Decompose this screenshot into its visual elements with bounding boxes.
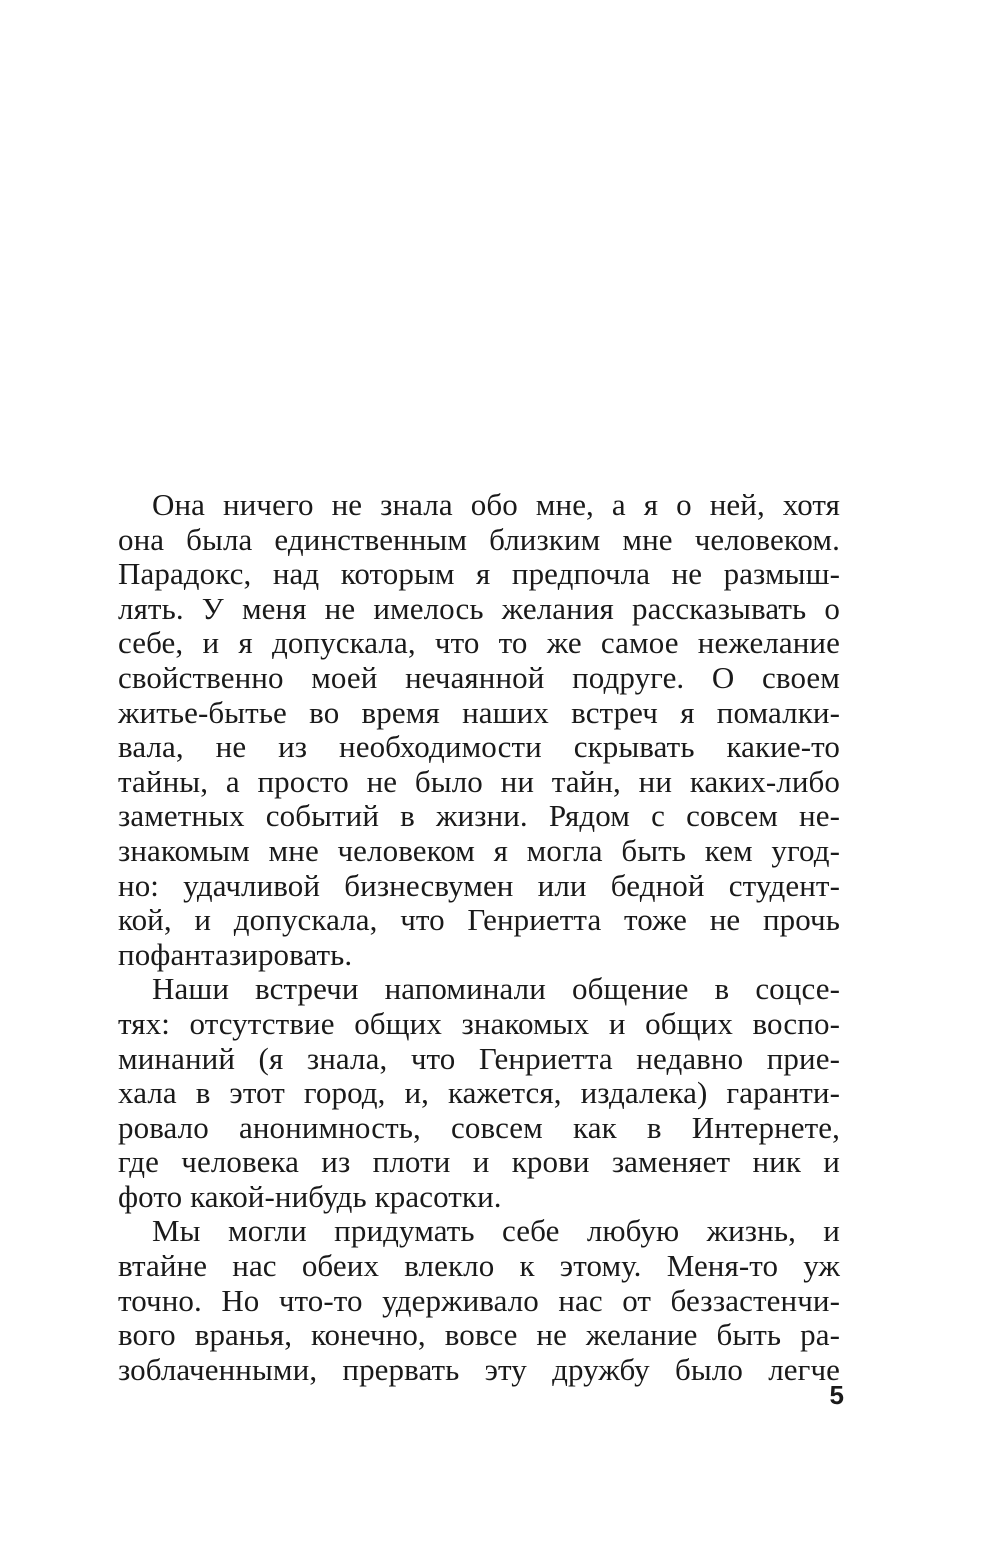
text-line: Парадокс, над которым я предпочла не размыш- bbox=[118, 556, 840, 592]
text-line: тайны, а просто не было ни тайн, ни каких-либо bbox=[118, 763, 840, 799]
text-line: себе, и я допускала, что то же самое нежелание bbox=[118, 625, 840, 661]
text-line: хала в этот город, и, кажется, издалека) гаранти- bbox=[118, 1075, 840, 1111]
text-line: пофантазировать. bbox=[118, 936, 353, 972]
paragraph-1 bbox=[118, 488, 840, 972]
paragraph-2 bbox=[118, 972, 840, 1214]
text-line: лять. У меня не имелось желания рассказывать о bbox=[118, 590, 840, 626]
text-line: вала, не из необходимости скрывать какие-то bbox=[118, 729, 840, 765]
text-line: минаний (я знала, что Генриетта недавно прие- bbox=[118, 1040, 840, 1076]
text-line: точно. Но что-то удерживало нас от беззастенчи- bbox=[118, 1282, 840, 1318]
text-line: заметных событий в жизни. Рядом с совсем не- bbox=[118, 798, 840, 834]
text-line: знакомым мне человеком я могла быть кем угод- bbox=[118, 832, 840, 868]
text-line: Наши встречи напоминали общение в соцсе- bbox=[152, 971, 840, 1007]
text-line: втайне нас обеих влекло к этому. Меня-то уж bbox=[118, 1248, 840, 1284]
text-line: но: удачливой бизнесвумен или бедной студент- bbox=[118, 867, 840, 903]
text-line: вого вранья, конечно, вовсе не желание быть ра- bbox=[118, 1317, 840, 1353]
text-line: свойственно моей нечаянной подруге. О своем bbox=[118, 659, 840, 695]
text-line: Она ничего не знала обо мне, а я о ней, хотя bbox=[152, 487, 840, 522]
text-line: она была единственным близким мне человеком. bbox=[118, 521, 840, 557]
text-line: Мы могли придумать себе любую жизнь, и bbox=[152, 1213, 840, 1249]
text-line: зоблаченными, прервать эту дружбу было легче bbox=[118, 1351, 840, 1387]
text-line: ровало анонимность, совсем как в Интернете, bbox=[118, 1109, 840, 1145]
paragraph-3 bbox=[118, 1214, 840, 1387]
text-line: кой, и допускала, что Генриетта тоже не прочь bbox=[118, 902, 840, 938]
text-line: фото какой-нибудь красотки. bbox=[118, 1178, 502, 1214]
page-body bbox=[118, 488, 840, 1387]
text-line: житье-бытье во время наших встреч я помалки- bbox=[118, 694, 840, 730]
text-line: тях: отсутствие общих знакомых и общих воспо- bbox=[118, 1005, 840, 1041]
page-number: 5 bbox=[829, 1380, 844, 1410]
text-line: где человека из плоти и крови заменяет ник и bbox=[118, 1144, 840, 1180]
